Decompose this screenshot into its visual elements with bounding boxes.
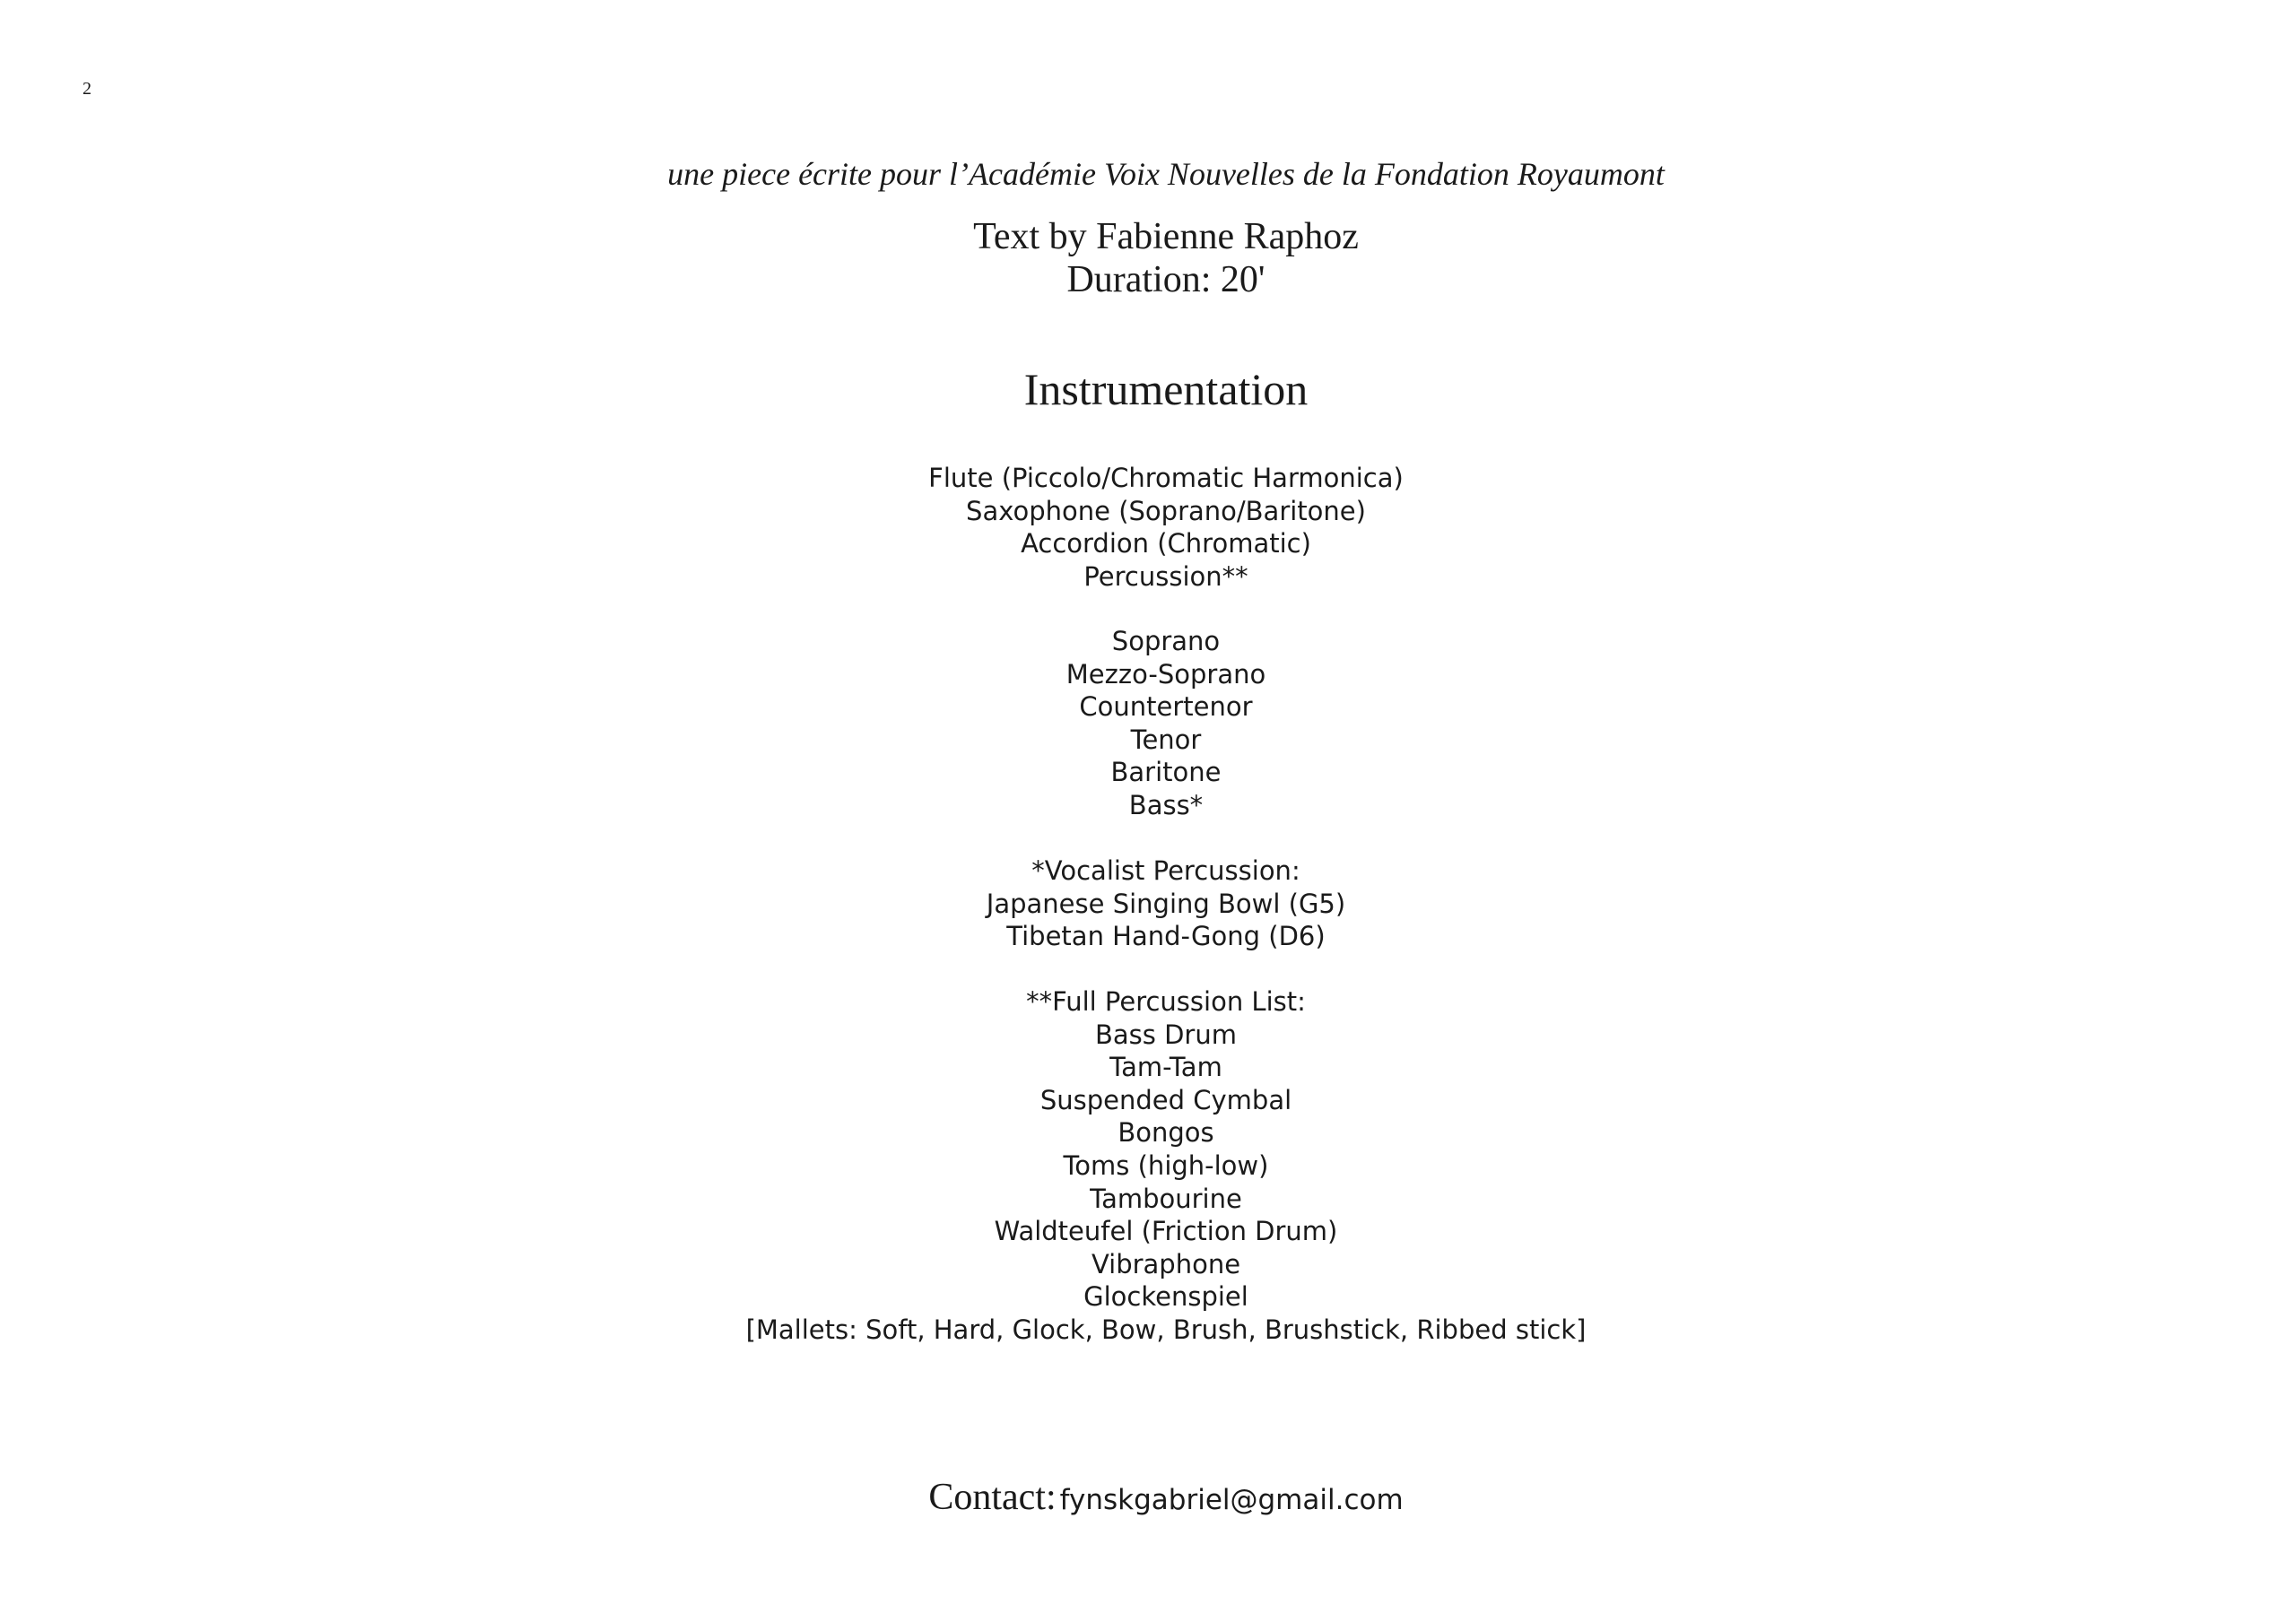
voice-item: Countertenor <box>1079 691 1253 723</box>
percussion-item: Glockenspiel <box>1083 1281 1248 1313</box>
contact-line <box>0 1476 2296 1519</box>
vocalist-percussion-title: *Vocalist Percussion: <box>1031 855 1300 886</box>
voice-item: Tenor <box>1130 724 1202 755</box>
percussion-item: Waldteufel (Friction Drum) <box>994 1216 1338 1247</box>
subtitle: une piece écrite pour l’Académie Voix Nouvelles de la Fondation Royaumont <box>667 156 1665 192</box>
percussion-item: Toms (high-low) <box>1063 1149 1269 1181</box>
voice-item: Mezzo-Soprano <box>1065 658 1266 690</box>
voice-item: Bass* <box>1128 789 1204 820</box>
percussion-item: Bass Drum <box>1095 1019 1237 1050</box>
full-percussion-title: **Full Percussion List: <box>1026 986 1306 1017</box>
duration-line: Duration: 20' <box>1066 259 1265 300</box>
vocalist-percussion-item: Japanese Singing Bowl (G5) <box>986 888 1346 919</box>
percussion-item: Bongos <box>1118 1117 1214 1149</box>
voice-list <box>0 625 2296 822</box>
text-by-line: Text by Fabienne Raphoz <box>973 216 1359 257</box>
instrument-list <box>0 462 2296 593</box>
contact-email: fynskgabriel@gmail.com <box>1059 1484 1404 1516</box>
instrument-item: Flute (Piccolo/Chromatic Harmonica) <box>928 463 1404 493</box>
instrument-item: Accordion (Chromatic) <box>1021 528 1311 559</box>
percussion-item: Tam-Tam <box>1109 1052 1222 1083</box>
percussion-item: Suspended Cymbal <box>1039 1084 1292 1115</box>
voice-item: Soprano <box>1111 626 1221 656</box>
percussion-item: Vibraphone <box>1091 1248 1241 1279</box>
contact-label: Contact: <box>928 1477 1057 1518</box>
mallets-line: [Mallets: Soft, Hard, Glock, Bow, Brush, Brushstick, Ribbed stick] <box>745 1314 1587 1345</box>
credits <box>0 215 2296 301</box>
vocalist-percussion-item: Tibetan Hand-Gong (D6) <box>1006 921 1326 952</box>
instrument-item: Saxophone (Soprano/Baritone) <box>966 495 1366 526</box>
instrumentation-heading: Instrumentation <box>1023 364 1309 414</box>
full-percussion-list <box>0 985 2296 1347</box>
vocalist-percussion-list <box>0 854 2296 953</box>
percussion-item: Tambourine <box>1090 1183 1242 1214</box>
instrument-item: Percussion** <box>1083 560 1248 592</box>
voice-item: Baritone <box>1110 757 1222 788</box>
page-number: 2 <box>83 79 91 99</box>
